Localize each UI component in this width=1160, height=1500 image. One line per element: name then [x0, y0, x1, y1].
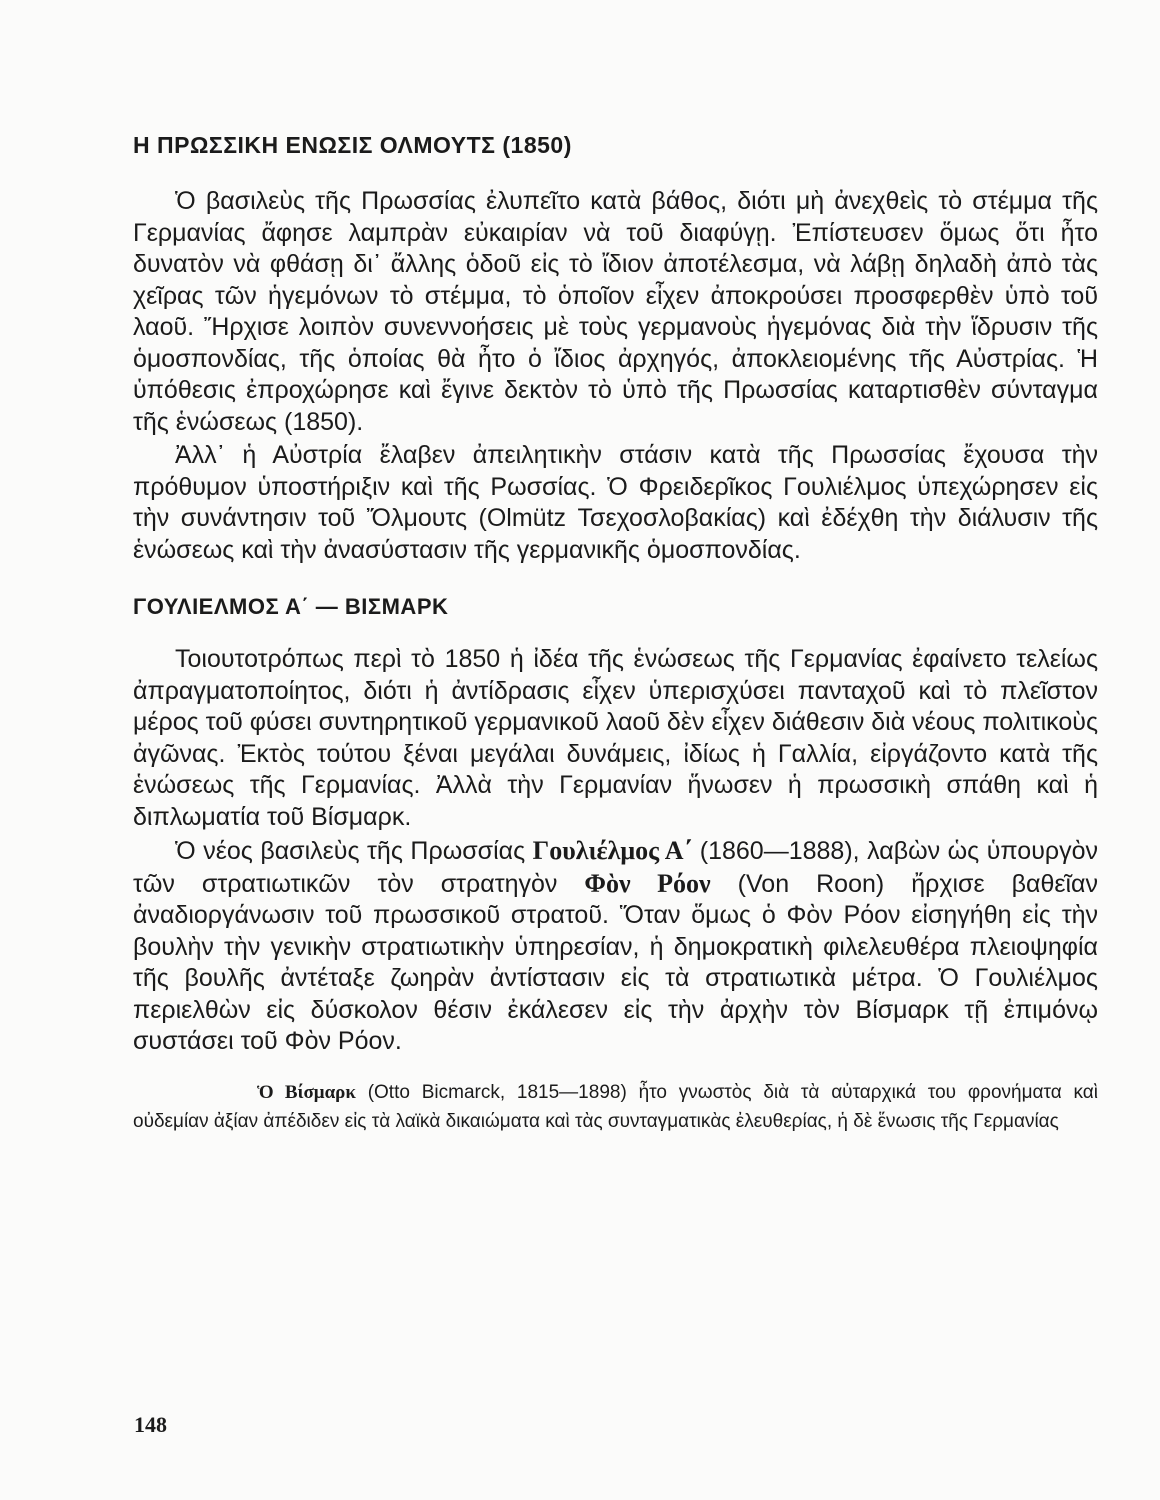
text-run: Ὁ νέος βασιλεὺς τῆς Πρωσσίας [175, 837, 533, 865]
bold-name-von-roon: Φὸν Ρόον [584, 868, 711, 898]
footnote-text: (Otto Bicmarck, 1815—1898) ἦτο γνωστὸς διὰ τὰ αὐταρχικά του φρονήματα καὶ οὐδεμίαν ἀξίαν ἀπέδιδεν εἰς τὰ λαϊκὰ δικαιώματα καὶ τὰς συνταγματικὰς ἐλευθερίας, ἡ δὲ ἕνωσις τῆς Γερμανίας [133, 1081, 1099, 1132]
footnote [133, 1078, 1098, 1136]
text-run: (1860—1888), λαβὼν ὡς ὑπουργὸν τῶν στρατιωτικῶν τὸν στρατηγὸν [133, 837, 1099, 898]
section-heading-wilhelm-bismarck: ΓΟΥΛΙΕΛΜΟΣ Α΄ — ΒΙΣΜΑΡΚ [133, 594, 449, 619]
section-heading-olmutz: Η ΠΡΩΣΣΙΚΗ ΕΝΩΣΙΣ ΟΛΜΟΥΤΣ (1850) [133, 132, 572, 158]
bold-name-wilhelm: Γουλιέλμος Α΄ [532, 836, 693, 865]
page-number: 148 [134, 1412, 167, 1437]
text-run: (Von Roon) ἤρχισε βαθεῖαν ἀναδιοργάνωσιν τοῦ πρωσσικοῦ στρατοῦ. Ὅταν ὅμως ὁ Φὸν Ρόον εἰσηγήθη εἰς τὴν βουλὴν τὴν γενικὴν στρατιωτικὴν ὑπηρεσίαν, ἡ δημοκρατικὴ φιλελευθέρα πλειοψηφία τῆς βουλῆς ἀντέταξε ζωηρὰν ἀντίστασιν εἰς τὰ στρατιωτικὰ μέτρα. Ὁ Γουλιέλμος περιελθὼν εἰς δύσκολον θέσιν ἐκάλεσεν εἰς τὴν ἀρχὴν τὸν Βίσμαρκ τῇ ἐπιμόνῳ συστάσει τοῦ Φὸν Ρόον. [133, 869, 1099, 1055]
paragraph: Ὁ βασιλεὺς τῆς Πρωσσίας ἐλυπεῖτο κατὰ βάθος, διότι μὴ ἀνεχθεὶς τὸ στέμμα τῆς Γερμανίας ἄφησε λαμπρὰν εὐκαιρίαν νὰ τοῦ διαφύγῃ. Ἐπίστευσεν ὅμως ὅτι ἦτο δυνατὸν νὰ φθάσῃ δι᾿ ἄλλης ὁδοῦ εἰς τὸ ἴδιον ἀποτέλεσμα, νὰ λάβῃ δηλαδὴ ἀπὸ τὰς χεῖρας τῶν ἡγεμόνων τὸ στέμμα, τὸ ὁποῖον εἶχεν ἀποκρούσει προσφερθὲν ὑπὸ τοῦ λαοῦ. Ἤρχισε λοιπὸν συνεννοήσεις μὲ τοὺς γερμανοὺς ἡγεμόνας διὰ τὴν ἵδρυσιν τῆς ὁμοσπονδίας, τῆς ὁποίας θὰ ἦτο ὁ ἴδιος ἀρχηγός, ἀποκλειομένης τῆς Αὐστρίας. Ἡ ὑπόθεσις ἐπροχώρησε καὶ ἔγινε δεκτὸν τὸ ὑπὸ τῆς Πρωσσίας καταρτισθὲν σύνταγμα τῆς ἑνώσεως (1850). [133, 187, 1098, 436]
paragraph: Τοιουτοτρόπως περὶ τὸ 1850 ἡ ἰδέα τῆς ἑνώσεως τῆς Γερμανίας ἐφαίνετο τελείως ἀπραγματοποίητος, διότι ἡ ἀντίδρασις εἶχεν ὑπερισχύσει πανταχοῦ καὶ τὸ πλεῖστον μέρος τοῦ φύσει συντηρητικοῦ γερμανικοῦ λαοῦ δὲν εἶχεν διάθεσιν διὰ νέους πολιτικοὺς ἀγῶνας. Ἐκτὸς τούτου ξέναι μεγάλαι δυνάμεις, ἰδίως ἡ Γαλλία, εἰργάζοντο κατὰ τῆς ἑνώσεως τῆς Γερμανίας. Ἀλλὰ τὴν Γερμανίαν ἥνωσεν ἡ πρωσσικὴ σπάθη καὶ ἡ διπλωματία τοῦ Βίσμαρκ. [133, 645, 1098, 831]
paragraph [133, 835, 1098, 1058]
footnote-bold-name: Ὁ Βίσμαρκ [257, 1081, 356, 1103]
paragraph: Ἀλλ᾿ ἡ Αὐστρία ἔλαβεν ἀπειλητικὴν στάσιν κατὰ τῆς Πρωσσίας ἔχουσα τὴν πρόθυμον ὑποστήριξιν καὶ τῆς Ρωσσίας. Ὁ Φρειδερῖκος Γουλιέλμος ὑπεχώρησεν εἰς τὴν συνάντησιν τοῦ Ὄλμουτς (Olmütz Τσεχοσλοβακίας) καὶ ἐδέχθη τὴν διάλυσιν τῆς ἑνώσεως καὶ τὴν ἀνασύστασιν τῆς γερμανικῆς ὁμοσπονδίας. [133, 441, 1098, 564]
page-body [133, 130, 1098, 1136]
